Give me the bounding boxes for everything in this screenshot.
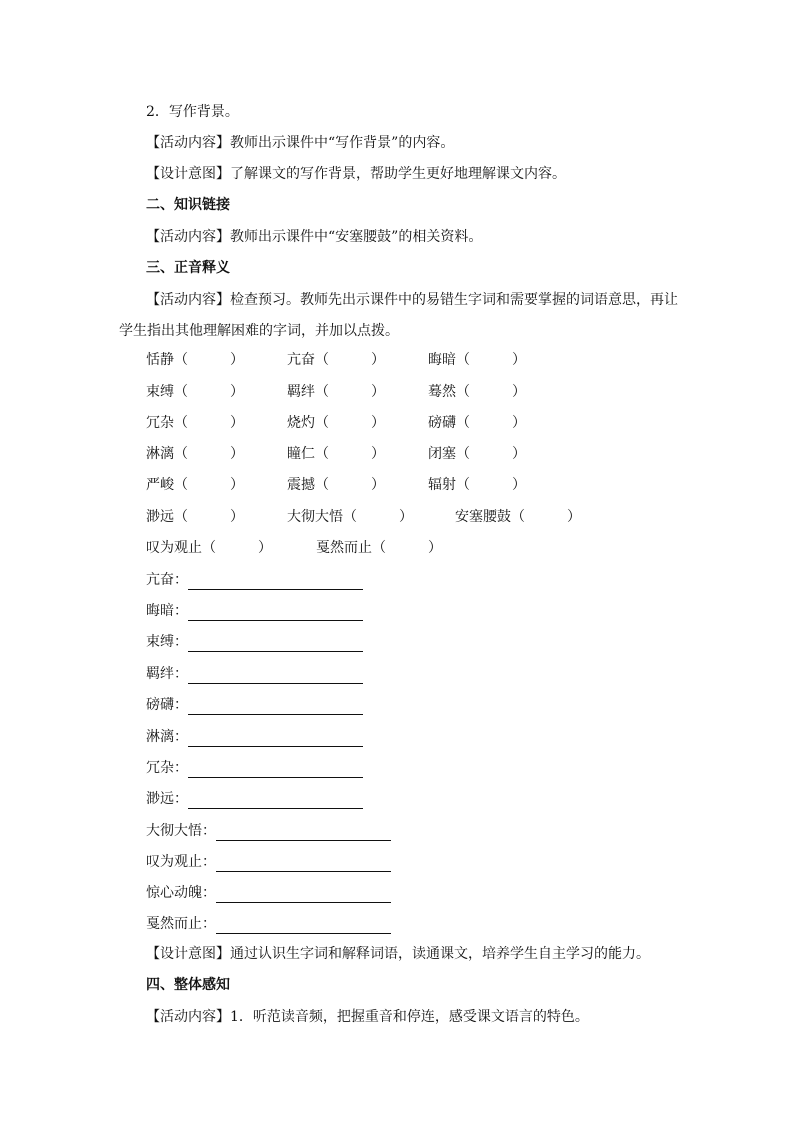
- meaning-fill-row: [146, 821, 391, 841]
- section-heading-knowledge-link: 二、知识链接: [146, 197, 230, 213]
- meaning-term: 亢奋：: [146, 572, 188, 588]
- meaning-fill-row: [146, 570, 363, 590]
- meaning-fill-row: [146, 601, 363, 621]
- meaning-term: 戛然而止：: [146, 916, 216, 932]
- design-intent-paragraph: 【设计意图】通过认识生字词和解释词语，读通课文，培养学生自主学习的能力。: [146, 946, 650, 962]
- pinyin-item: 闭塞（ ）: [428, 446, 526, 462]
- pinyin-item: 严峻（ ）: [146, 477, 244, 493]
- meaning-term: 淋漓：: [146, 729, 188, 745]
- pinyin-item: 大彻大悟（ ）: [287, 509, 413, 525]
- meaning-fill-row: [146, 789, 363, 809]
- meaning-fill-row: [146, 758, 363, 778]
- pinyin-item: 安塞腰鼓（ ）: [455, 509, 581, 525]
- pinyin-item: 冗杂（ ）: [146, 415, 244, 431]
- pinyin-item: 晦暗（ ）: [428, 352, 526, 368]
- answer-blank[interactable]: [216, 886, 391, 903]
- answer-blank[interactable]: [216, 855, 391, 872]
- answer-blank[interactable]: [216, 917, 391, 934]
- answer-blank[interactable]: [188, 792, 363, 809]
- meaning-fill-row: [146, 632, 363, 652]
- meaning-fill-row: [146, 695, 363, 715]
- design-intent-paragraph: 【设计意图】了解课文的写作背景，帮助学生更好地理解课文内容。: [146, 166, 566, 182]
- meaning-term: 渺远：: [146, 791, 188, 807]
- section-heading-pronunciation: 三、正音释义: [146, 260, 230, 276]
- pinyin-item: 渺远（ ）: [146, 509, 244, 525]
- answer-blank[interactable]: [188, 635, 363, 652]
- activity-content-paragraph: 【活动内容】1．听范读音频，把握重音和停连，感受课文语言的特色。: [146, 1009, 589, 1025]
- activity-content-paragraph-continued: 学生指出其他理解困难的字词，并加以点拨。: [119, 323, 399, 339]
- pinyin-item: 束缚（ ）: [146, 384, 244, 400]
- meaning-term: 叹为观止：: [146, 854, 216, 870]
- section-item-writing-background: 2．写作背景。: [146, 104, 239, 120]
- answer-blank[interactable]: [216, 824, 391, 841]
- pinyin-item: 瞳仁（ ）: [287, 446, 385, 462]
- section-heading-overall-perception: 四、整体感知: [146, 977, 230, 993]
- meaning-term: 惊心动魄：: [146, 885, 216, 901]
- meaning-term: 束缚：: [146, 634, 188, 650]
- meaning-term: 晦暗：: [146, 603, 188, 619]
- meaning-term: 大彻大悟：: [146, 823, 216, 839]
- pinyin-item: 淋漓（ ）: [146, 446, 244, 462]
- pinyin-item: 磅礴（ ）: [428, 415, 526, 431]
- pinyin-item: 辐射（ ）: [428, 477, 526, 493]
- activity-content-paragraph: 【活动内容】检查预习。教师先出示课件中的易错生字词和需要掌握的词语意思，再让: [146, 292, 678, 308]
- pinyin-item: 叹为观止（ ）: [146, 540, 272, 556]
- pinyin-item: 震撼（ ）: [287, 477, 385, 493]
- pinyin-item: 羁绊（ ）: [287, 384, 385, 400]
- meaning-fill-row: [146, 883, 391, 903]
- meaning-term: 冗杂：: [146, 760, 188, 776]
- answer-blank[interactable]: [188, 730, 363, 747]
- answer-blank[interactable]: [188, 573, 363, 590]
- meaning-fill-row: [146, 852, 391, 872]
- meaning-fill-row: [146, 914, 391, 934]
- pinyin-item: 戛然而止（ ）: [316, 540, 442, 556]
- pinyin-item: 烧灼（ ）: [287, 415, 385, 431]
- answer-blank[interactable]: [188, 604, 363, 621]
- answer-blank[interactable]: [188, 698, 363, 715]
- meaning-fill-row: [146, 727, 363, 747]
- pinyin-item: 蓦然（ ）: [428, 384, 526, 400]
- activity-content-paragraph: 【活动内容】教师出示课件中“写作背景”的内容。: [146, 135, 455, 151]
- meaning-term: 羁绊：: [146, 666, 188, 682]
- meaning-fill-row: [146, 664, 363, 684]
- pinyin-item: 恬静（ ）: [146, 352, 244, 368]
- activity-content-paragraph: 【活动内容】教师出示课件中“安塞腰鼓”的相关资料。: [146, 229, 483, 245]
- answer-blank[interactable]: [188, 761, 363, 778]
- answer-blank[interactable]: [188, 667, 363, 684]
- meaning-term: 磅礴：: [146, 697, 188, 713]
- pinyin-item: 亢奋（ ）: [287, 352, 385, 368]
